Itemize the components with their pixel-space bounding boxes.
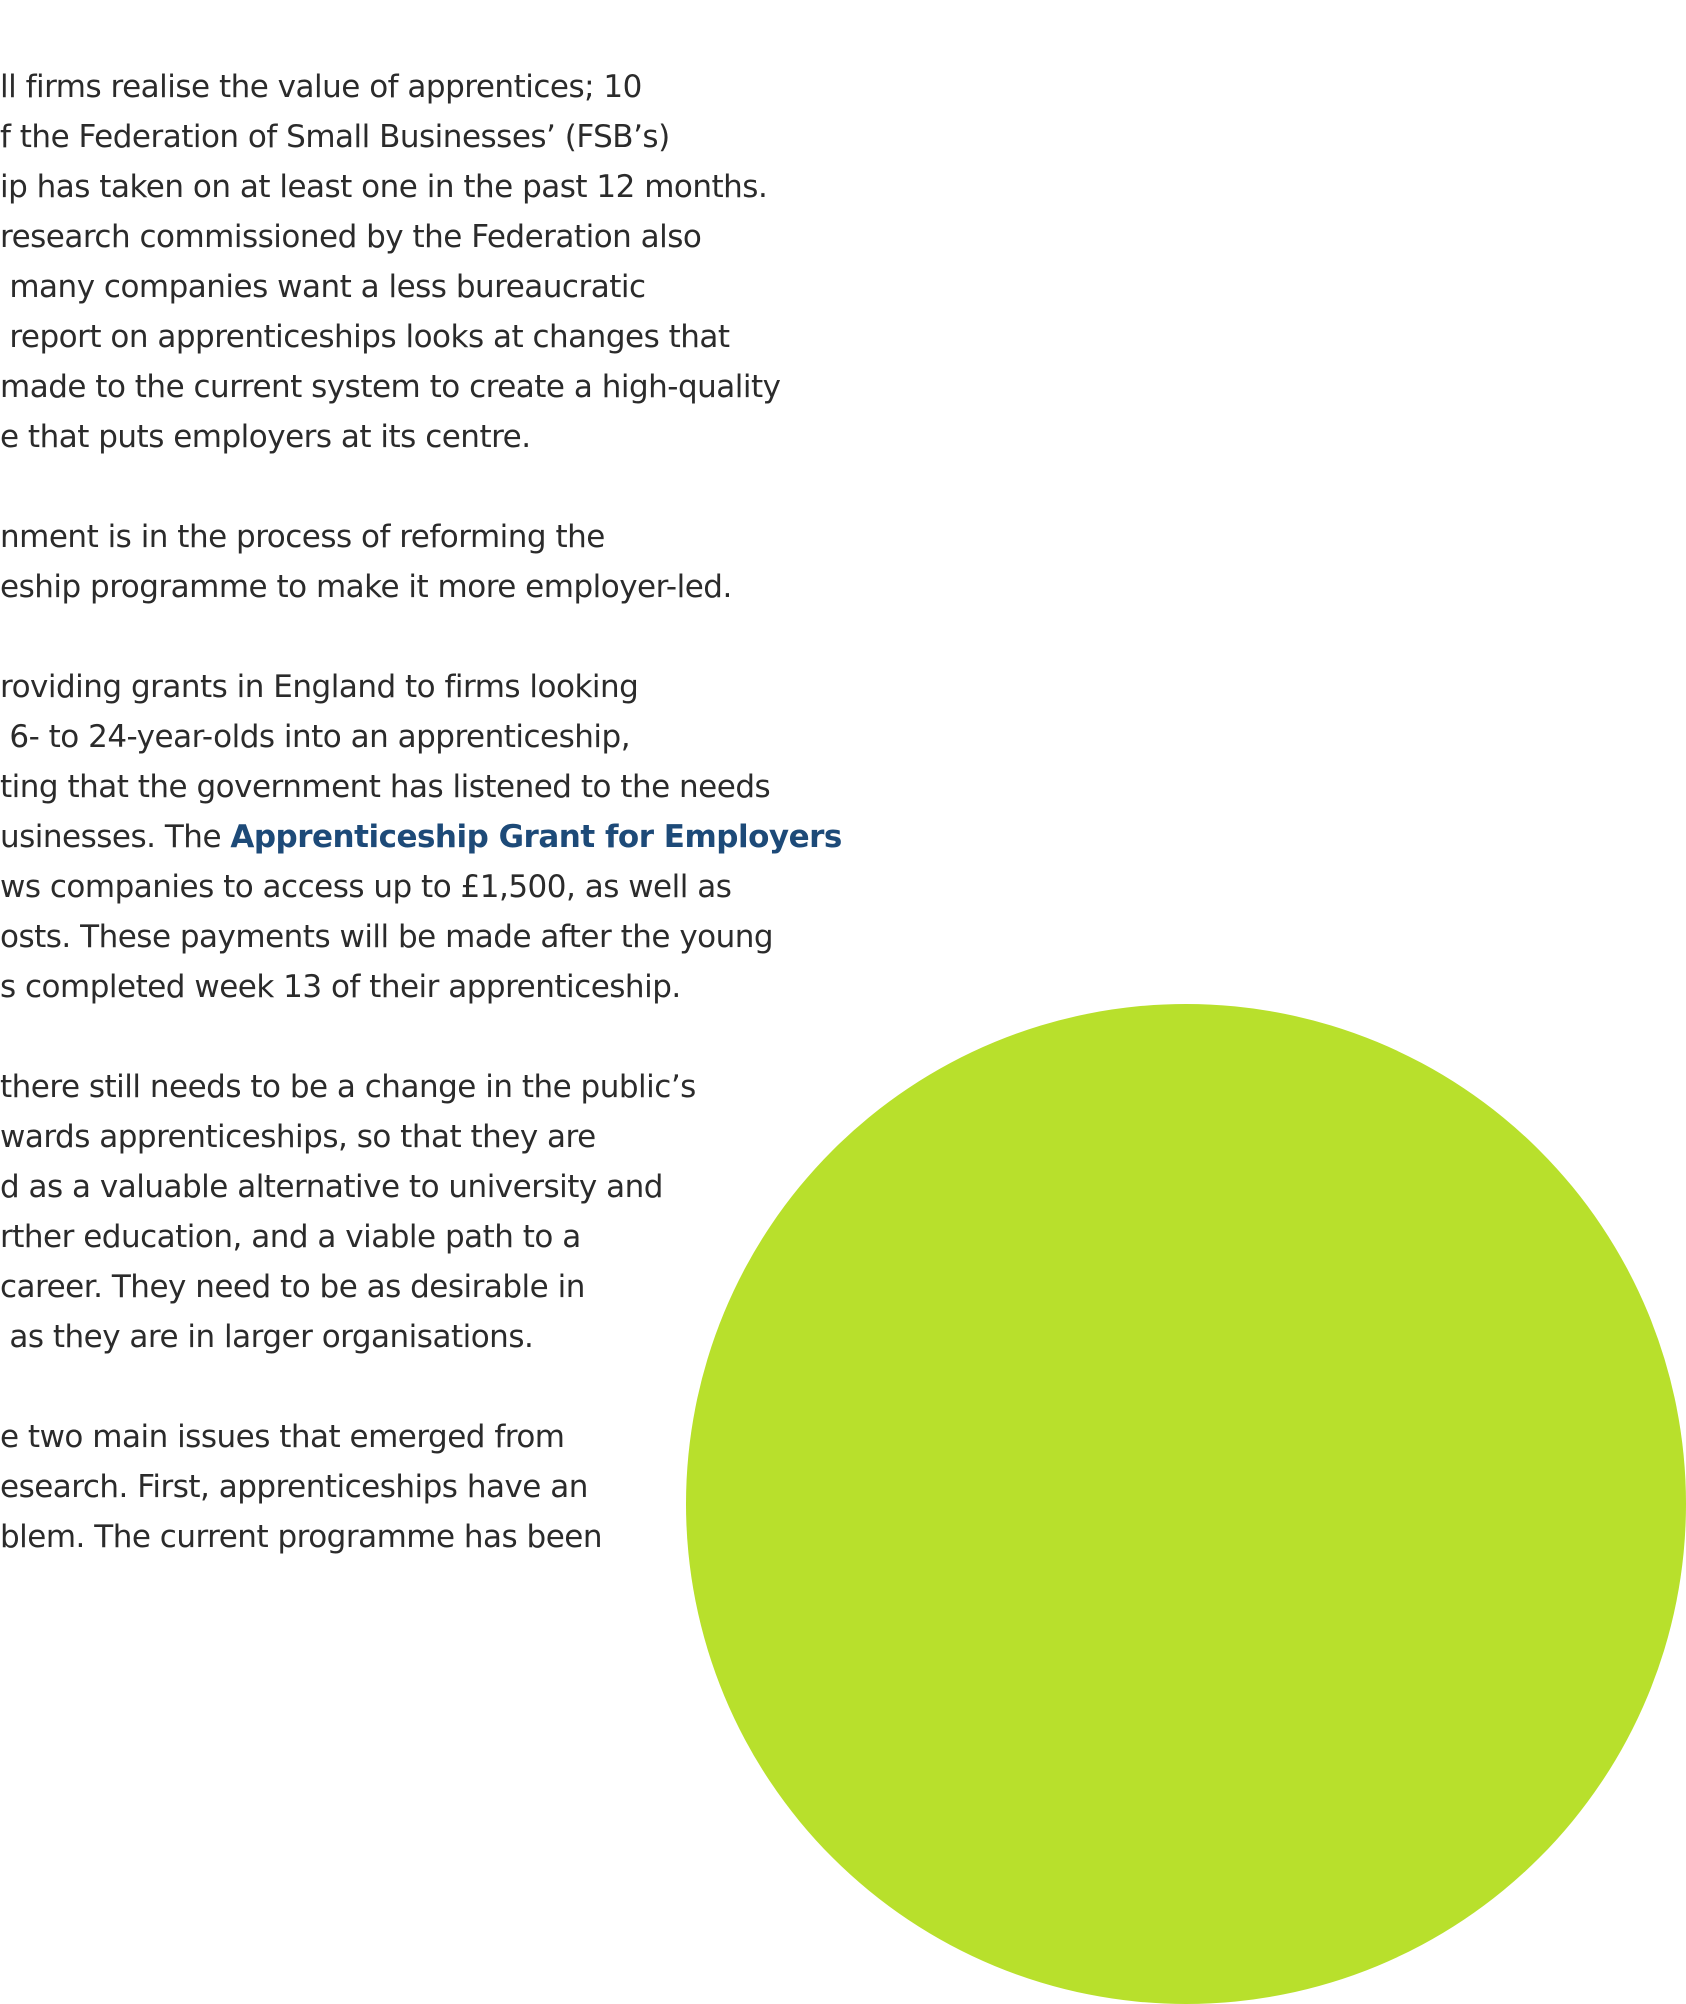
paragraph-2-line-1: nment is in the process of reforming the (0, 519, 605, 555)
paragraph-1-line-2: f the Federation of Small Businesses’ (FSB’s) (0, 119, 670, 155)
paragraph-5-line-2: esearch. First, apprenticeships have an (0, 1469, 588, 1505)
paragraph-3-line-2: 6- to 24-year-olds into an apprenticeship, (0, 719, 631, 755)
paragraph-4-line-3: d as a valuable alternative to university and (0, 1169, 663, 1205)
paragraph-3-line-6: osts. These payments will be made after the young (0, 919, 774, 955)
paragraph-1-line-1: ll firms realise the value of apprentices; 10 (0, 69, 642, 105)
paragraph-4-line-1: there still needs to be a change in the public’s (0, 1069, 696, 1105)
paragraph-1-line-3: ip has taken on at least one in the past 12 months. (0, 169, 768, 205)
paragraph-3-line-5: ws companies to access up to £1,500, as well as (0, 869, 732, 905)
paragraph-3-line-3: ting that the government has listened to the needs (0, 769, 771, 805)
paragraph-3-line-7: s completed week 13 of their apprenticeship. (0, 969, 681, 1005)
document-page (0, 0, 1024, 1555)
apprenticeship-grant-link[interactable]: Apprenticeship Grant for Employers (230, 819, 842, 855)
paragraph-2-line-2: eship programme to make it more employer-led. (0, 569, 732, 605)
paragraph-5-line-1: e two main issues that emerged from (0, 1419, 565, 1455)
paragraph-4-line-4: rther education, and a viable path to a (0, 1219, 581, 1255)
paragraph-3-line-4 (0, 812, 842, 862)
paragraph-4-line-2: wards apprenticeships, so that they are (0, 1119, 596, 1155)
paragraph-3-line-1: roviding grants in England to firms looking (0, 669, 639, 705)
paragraph-3-line-4-text: usinesses. The (0, 819, 231, 855)
paragraph-5-line-3: blem. The current programme has been (0, 1519, 603, 1555)
paragraph-4-line-5: career. They need to be as desirable in (0, 1269, 585, 1305)
paragraph-1-line-4: research commissioned by the Federation also (0, 219, 702, 255)
paragraph-1-line-5: many companies want a less bureaucratic (0, 269, 646, 305)
paragraph-1-line-7: made to the current system to create a high-quality (0, 369, 781, 405)
decorative-green-circle (686, 1004, 1686, 2004)
paragraph-4-line-6: as they are in larger organisations. (0, 1319, 534, 1355)
paragraph-1-line-6: report on apprenticeships looks at changes that (0, 319, 730, 355)
paragraph-1-line-8: e that puts employers at its centre. (0, 419, 531, 455)
